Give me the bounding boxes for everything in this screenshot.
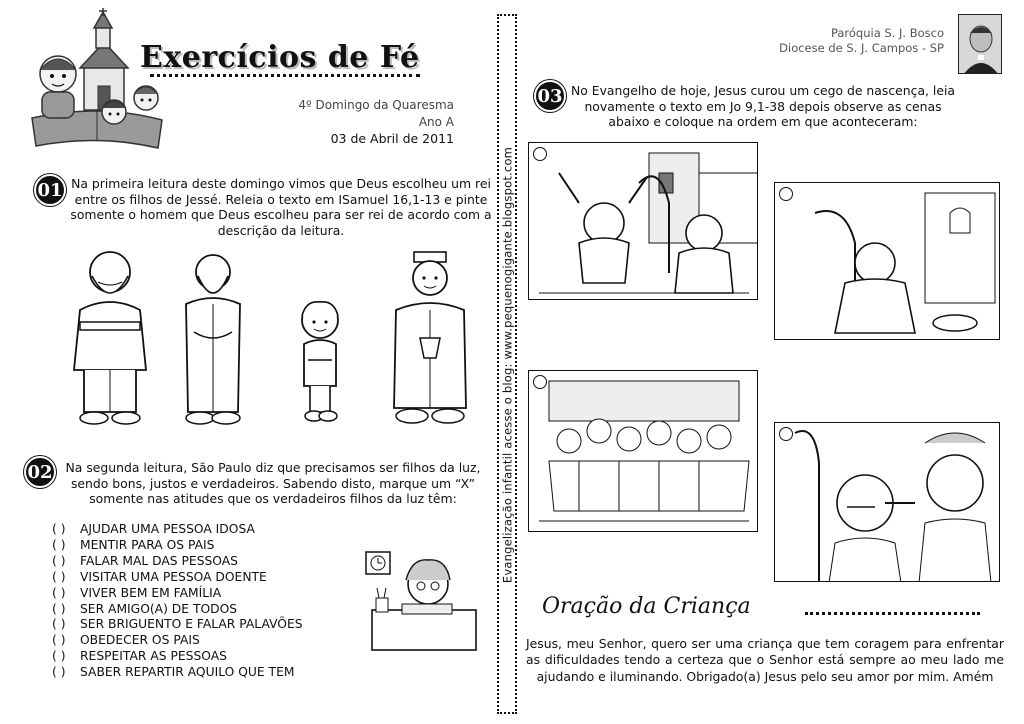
- figure-son-bearded-2: [168, 244, 258, 430]
- attitudes-checklist: [52, 522, 372, 681]
- checkbox-paren[interactable]: ( ): [52, 601, 66, 616]
- checklist-item-label: MENTIR PARA OS PAIS: [80, 537, 215, 552]
- scene-panel-man-washing[interactable]: [774, 182, 1000, 340]
- checkbox-paren[interactable]: ( ): [52, 585, 66, 600]
- prayer-title: Oração da Criança: [542, 594, 751, 619]
- checklist-item[interactable]: [52, 586, 372, 602]
- checklist-item-label: SER BRIGUENTO E FALAR PALAVÕES: [80, 617, 303, 632]
- exercise-3-text: No Evangelho de hoje, Jesus curou um cego de nascença, leia novamente o texto em Jo 9,1-38 depois observe as cenas abaixo e coloque na ordem em que aconteceram:: [570, 83, 956, 129]
- checkbox-paren[interactable]: ( ): [52, 649, 66, 664]
- checkbox-paren[interactable]: ( ): [52, 537, 66, 552]
- saint-portrait: [958, 14, 1002, 74]
- checklist-item-label: OBEDECER OS PAIS: [80, 633, 200, 648]
- checkbox-paren[interactable]: ( ): [52, 569, 66, 584]
- diocese-name: Diocese de S. J. Campos - SP: [779, 41, 944, 55]
- checklist-item[interactable]: [52, 617, 372, 633]
- exercise-1-badge: 01: [34, 174, 66, 206]
- subtitle-date: 03 de Abril de 2011: [330, 131, 454, 146]
- checkbox-paren[interactable]: ( ): [52, 553, 66, 568]
- scene-panel-healed-man-celebrating[interactable]: [528, 142, 758, 300]
- checklist-item[interactable]: [52, 633, 372, 649]
- checklist-item[interactable]: [52, 570, 372, 586]
- checklist-item-label: SABER REPARTIR AQUILO QUE TEM: [80, 665, 295, 680]
- exercise-1-text: Na primeira leitura deste domingo vimos que Deus escolheu um rei entre os filhos de Jessé. Releia o texto em ISamuel 16,1-13 e pinte somente o homem que Deus escolheu para ser rei de acordo com a descrição da leitura.: [70, 176, 492, 238]
- checkbox-paren[interactable]: ( ): [52, 633, 66, 648]
- divider-cap-top: [497, 14, 517, 16]
- order-circle[interactable]: [779, 187, 793, 201]
- exercise-2-text: Na segunda leitura, São Paulo diz que precisamos ser filhos da luz, sendo bons, justos e verdadeiros. Sabendo disto, marque um “X” somente nas atitudes que os verdadeiros filhos da luz têm:: [65, 460, 481, 506]
- blog-vertical-text: Evangelização infantil acesse o blog: www.pequenogigante.blogspot.com: [500, 146, 515, 584]
- figure-boy-david: [290, 296, 350, 426]
- prayer-title-dots: [805, 612, 980, 615]
- checklist-item-label: AJUDAR UMA PESSOA IDOSA: [80, 522, 255, 536]
- subtitle-year: Ano A: [418, 115, 454, 129]
- exercise-3-badge: 03: [534, 80, 566, 112]
- scene-panel-crowd-pharisees[interactable]: [528, 370, 758, 532]
- subtitle-sunday: 4º Domingo da Quaresma: [298, 98, 454, 112]
- checklist-item-label: RESPEITAR AS PESSOAS: [80, 649, 227, 664]
- church-children-illustration: [22, 8, 172, 158]
- prayer-text: Jesus, meu Senhor, quero ser uma criança que tem coragem para enfrentar as dificuldades tendo a certeza que o Senhor está sempre ao meu lado me ajudando e iluminando. Obrigado(a) Jesus pelo seu amor por mim. Amém: [526, 636, 1004, 684]
- figure-son-bearded-1: [60, 240, 160, 430]
- checklist-item[interactable]: [52, 522, 372, 538]
- figure-son-young-man: [380, 248, 480, 430]
- order-circle[interactable]: [779, 427, 793, 441]
- parish-info: [779, 26, 944, 56]
- scene-panel-jesus-touches-eyes[interactable]: [774, 422, 1000, 582]
- checklist-item-label: VIVER BEM EM FAMÍLIA: [80, 585, 222, 600]
- child-at-desk-illustration: [362, 548, 482, 658]
- checklist-item-label: FALAR MAL DAS PESSOAS: [80, 553, 238, 568]
- page-title: Exercícios de Fé: [140, 40, 420, 75]
- title-underline-dots: [150, 74, 420, 77]
- checklist-item[interactable]: [52, 554, 372, 570]
- divider-cap-bottom: [497, 712, 517, 714]
- checklist-item[interactable]: [52, 649, 372, 665]
- checklist-item-label: SER AMIGO(A) DE TODOS: [80, 601, 238, 616]
- checklist-item[interactable]: [52, 665, 372, 681]
- checklist-item[interactable]: [52, 538, 372, 554]
- parish-name: Paróquia S. J. Bosco: [830, 26, 944, 40]
- checkbox-paren[interactable]: ( ): [52, 522, 66, 536]
- exercise-2-badge: 02: [24, 456, 56, 488]
- checklist-item[interactable]: [52, 602, 372, 618]
- checkbox-paren[interactable]: ( ): [52, 665, 66, 680]
- order-circle[interactable]: [533, 375, 547, 389]
- checkbox-paren[interactable]: ( ): [52, 617, 66, 632]
- order-circle[interactable]: [533, 147, 547, 161]
- checklist-item-label: VISITAR UMA PESSOA DOENTE: [80, 569, 267, 584]
